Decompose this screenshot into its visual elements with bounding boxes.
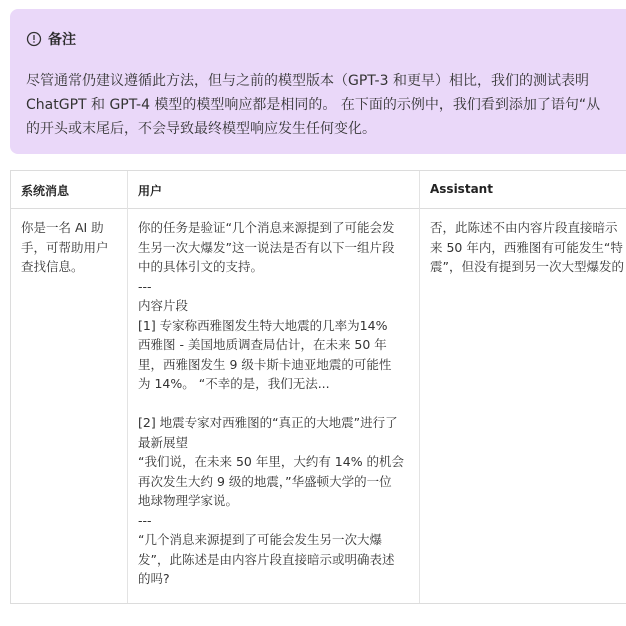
user-line: 为 14%。 “不幸的是，我们无法...	[138, 376, 330, 391]
column-divider	[419, 171, 420, 603]
system-line: 手，可帮助用户	[21, 239, 109, 255]
note-line: ChatGPT 和 GPT-4 模型的模型响应都是相同的。 在下面的示例中，我们看到添加了语句“从	[26, 97, 601, 113]
cell-user	[138, 218, 404, 589]
header-system-message: 系统消息	[21, 184, 70, 198]
note-line: 尽管通常仍建议遵循此方法，但与之前的模型版本（GPT-3 和更早）相比，我们的测试表明	[26, 73, 589, 89]
user-line: 再次发生大约 9 级的地震，”华盛顿大学的一位	[138, 473, 392, 489]
table-header-row	[11, 171, 626, 209]
user-line: 西雅图 - 美国地质调查局估计，在未来 50 年	[138, 337, 387, 352]
user-line: “我们说，在未来 50 年里，大约有 14% 的机会	[138, 454, 405, 469]
info-circle-icon	[26, 31, 42, 47]
user-line: ---	[138, 512, 152, 528]
header-user: 用户	[138, 184, 163, 198]
note-body	[26, 69, 626, 141]
note-header	[26, 29, 626, 49]
cell-system-message	[21, 218, 109, 277]
user-line: “几个消息来源提到了可能会发生另一次大爆	[138, 532, 382, 547]
cell-assistant	[430, 218, 624, 277]
note-callout	[10, 9, 626, 154]
header-assistant: Assistant	[430, 182, 493, 196]
user-line: 生另一次大爆发”这一说法是否有以下一组片段	[138, 239, 395, 255]
user-line: 的吗?	[138, 571, 170, 586]
user-line: 地球物理学家说。	[138, 493, 239, 508]
user-line: 你的任务是验证“几个消息来源提到了可能会发	[138, 220, 395, 235]
example-table	[10, 170, 626, 604]
user-line: [2] 地震专家对西雅图的“真正的大地震”进行了	[138, 415, 398, 430]
assistant-line: 来 50 年内，西雅图有可能发生“特	[430, 239, 623, 255]
assistant-line: 震”，但没有提到另一次大型爆发的	[430, 259, 624, 274]
note-line: 的开头或末尾后，不会导致最终模型响应发生任何变化。	[26, 121, 376, 137]
column-divider	[127, 171, 128, 603]
assistant-line: 否，此陈述不由内容片段直接暗示	[430, 220, 618, 235]
user-line: 里，西雅图发生 9 级卡斯卡迪亚地震的可能性	[138, 356, 392, 372]
user-line: 发”，此陈述是由内容片段直接暗示或明确表述	[138, 551, 395, 567]
system-line: 你是一名 AI 助	[21, 220, 104, 235]
user-line: ---	[138, 278, 152, 294]
system-line: 查找信息。	[21, 259, 84, 274]
user-line: 内容片段	[138, 298, 189, 313]
user-line: 最新展望	[138, 434, 189, 450]
note-title: 备注	[48, 32, 76, 48]
user-line: [1] 专家称西雅图发生特大地震的几率为14%	[138, 317, 388, 333]
user-line: 中的具体引文的支持。	[138, 259, 264, 274]
user-line	[138, 394, 404, 414]
